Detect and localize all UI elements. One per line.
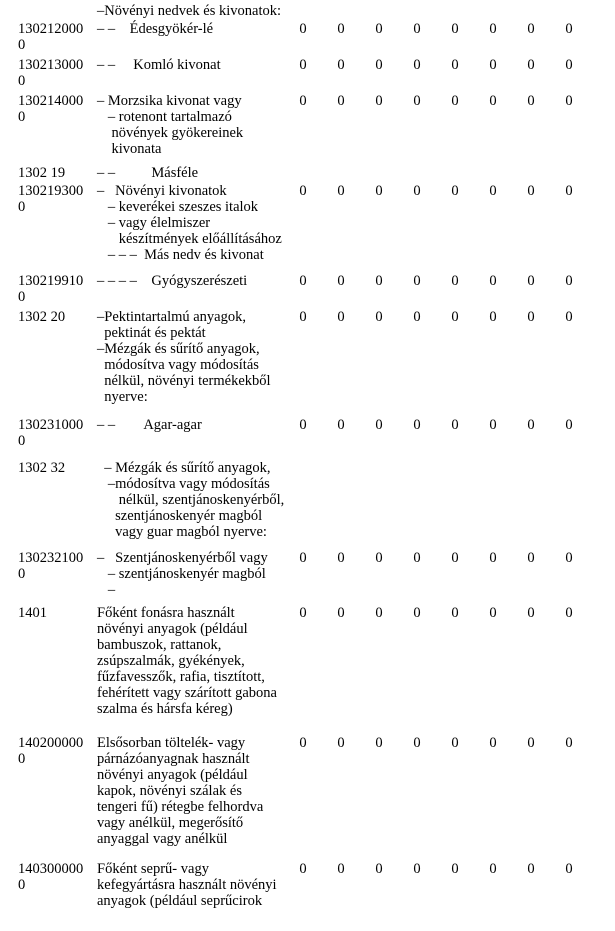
row-description — [97, 57, 302, 73]
code-main: 130219910 — [18, 273, 84, 289]
row-description — [97, 735, 302, 847]
value-cell: 0 — [413, 93, 421, 109]
value-cell: 0 — [299, 57, 307, 73]
row-description — [97, 273, 302, 289]
value-cell: 0 — [527, 605, 535, 621]
value-cell: 0 — [451, 21, 459, 37]
code-suffix: 0 — [18, 751, 26, 767]
value-cell: 0 — [565, 550, 573, 566]
description-line: növényi anyagok (például — [97, 621, 248, 637]
description-line: – vagy élelmiszer — [97, 215, 211, 231]
value-cell: 0 — [489, 417, 497, 433]
value-cell: 0 — [451, 605, 459, 621]
value-cell: 0 — [299, 93, 307, 109]
description-line: Elsősorban töltelék- vagy — [97, 735, 246, 751]
value-cell: 0 — [489, 605, 497, 621]
value-cell: 0 — [337, 605, 345, 621]
row-code — [18, 861, 98, 893]
description-line: szentjánoskenyér magból — [97, 508, 263, 524]
description-line: kefegyártásra használt növényi — [97, 877, 277, 893]
value-cell: 0 — [337, 861, 345, 877]
value-cell: 0 — [337, 273, 345, 289]
value-cell: 0 — [527, 93, 535, 109]
value-cell: 0 — [337, 309, 345, 325]
value-cell: 0 — [375, 861, 383, 877]
value-cell: 0 — [375, 273, 383, 289]
description-line: – – – – Gyógyszerészeti — [97, 273, 248, 289]
value-cell: 0 — [413, 605, 421, 621]
value-cell: 0 — [299, 417, 307, 433]
description-line: Főként seprű- vagy — [97, 861, 209, 877]
description-line: – – Komló kivonat — [97, 57, 221, 73]
row-description — [97, 861, 302, 909]
value-cell: 0 — [527, 273, 535, 289]
value-cell: 0 — [337, 550, 345, 566]
value-cell: 0 — [451, 309, 459, 325]
code-suffix: 0 — [18, 37, 26, 53]
code-main: 1401 — [18, 605, 47, 621]
code-suffix: 0 — [18, 289, 26, 305]
description-line: zsúpszalmák, gyékények, — [97, 653, 245, 669]
value-cell: 0 — [565, 93, 573, 109]
description-line: fűzfavesszők, rafia, tisztított, — [97, 669, 265, 685]
value-cell: 0 — [413, 183, 421, 199]
description-line: – Szentjánoskenyérből vagy — [97, 550, 268, 566]
value-cell: 0 — [375, 605, 383, 621]
code-main: 1302 20 — [18, 309, 66, 325]
description-line: párnázóanyagnak használt — [97, 751, 250, 767]
value-cell: 0 — [299, 605, 307, 621]
value-cell: 0 — [489, 21, 497, 37]
value-cell: 0 — [413, 735, 421, 751]
description-line: vagy guar magból nyerve: — [97, 524, 267, 540]
code-suffix: 0 — [18, 566, 26, 582]
value-cell: 0 — [489, 93, 497, 109]
description-line: készítmények előállításához — [97, 231, 282, 247]
code-main: 140200000 — [18, 735, 84, 751]
value-cell: 0 — [451, 735, 459, 751]
value-cell: 0 — [489, 183, 497, 199]
value-cell: 0 — [337, 21, 345, 37]
row-code — [18, 417, 98, 449]
description-line: –Mézgák és sűrítő anyagok, — [97, 341, 260, 357]
value-cell: 0 — [451, 273, 459, 289]
value-cell: 0 — [451, 417, 459, 433]
value-cell: 0 — [299, 861, 307, 877]
value-cell: 0 — [337, 57, 345, 73]
value-cell: 0 — [413, 417, 421, 433]
value-cell: 0 — [299, 735, 307, 751]
description-line: – – – Más nedv és kivonat — [97, 247, 264, 263]
row-description — [97, 309, 302, 405]
value-cell: 0 — [489, 550, 497, 566]
value-cell: 0 — [527, 417, 535, 433]
value-cell: 0 — [451, 57, 459, 73]
description-line: – Morzsika kivonat vagy — [97, 93, 242, 109]
row-description — [97, 460, 302, 540]
value-cell: 0 — [375, 21, 383, 37]
value-cell: 0 — [451, 183, 459, 199]
code-main: 130219300 — [18, 183, 84, 199]
value-cell: 0 — [565, 861, 573, 877]
value-cell: 0 — [527, 309, 535, 325]
row-code — [18, 57, 98, 89]
code-main: 130214000 — [18, 93, 84, 109]
description-line: nélkül, szentjánoskenyérből, — [97, 492, 285, 508]
code-suffix: 0 — [18, 877, 26, 893]
value-cell: 0 — [565, 57, 573, 73]
row-code — [18, 309, 98, 325]
description-line: – keverékei szeszes italok — [97, 199, 259, 215]
row-code — [18, 735, 98, 767]
row-description — [97, 417, 302, 433]
description-line: nélkül, növényi termékekből — [97, 373, 271, 389]
value-cell: 0 — [375, 93, 383, 109]
code-main: 130212000 — [18, 21, 84, 37]
description-line: pektinát és pektát — [97, 325, 206, 341]
value-cell: 0 — [527, 21, 535, 37]
description-line: módosítva vagy módosítás — [97, 357, 259, 373]
code-suffix: 0 — [18, 73, 26, 89]
description-line: tengeri fű) rétegbe felhordva — [97, 799, 264, 815]
row-description — [97, 550, 302, 598]
row-code — [18, 93, 98, 125]
value-cell: 0 — [413, 550, 421, 566]
value-cell: 0 — [299, 183, 307, 199]
value-cell: 0 — [375, 417, 383, 433]
value-cell: 0 — [565, 417, 573, 433]
description-line: – – Másféle — [97, 165, 199, 181]
value-cell: 0 — [299, 21, 307, 37]
description-line: – Mézgák és sűrítő anyagok, — [97, 460, 271, 476]
row-code — [18, 273, 98, 305]
row-code — [18, 165, 98, 181]
description-line: –Pektintartalmú anyagok, — [97, 309, 246, 325]
description-line: kapok, növényi szálak és — [97, 783, 242, 799]
value-cell: 0 — [565, 273, 573, 289]
value-cell: 0 — [299, 550, 307, 566]
value-cell: 0 — [565, 183, 573, 199]
value-cell: 0 — [375, 183, 383, 199]
description-line: növények gyökereinek — [97, 125, 244, 141]
code-main: 1302 32 — [18, 460, 66, 476]
value-cell: 0 — [489, 735, 497, 751]
row-description — [97, 21, 302, 37]
value-cell: 0 — [413, 861, 421, 877]
row-description — [97, 165, 302, 181]
row-description — [97, 183, 302, 263]
code-main: 1302 19 — [18, 165, 66, 181]
code-suffix: 0 — [18, 199, 26, 215]
row-code — [18, 460, 98, 476]
code-main: 140300000 — [18, 861, 84, 877]
value-cell: 0 — [375, 57, 383, 73]
description-line: kivonata — [97, 141, 162, 157]
code-main: 130232100 — [18, 550, 84, 566]
description-line: –Növényi nedvek és kivonatok: — [97, 3, 282, 19]
value-cell: 0 — [565, 21, 573, 37]
code-suffix: 0 — [18, 109, 26, 125]
description-line: szalma és hársfa kéreg) — [97, 701, 233, 717]
description-line: vagy anélkül, megerősítő — [97, 815, 244, 831]
value-cell: 0 — [527, 183, 535, 199]
value-cell: 0 — [489, 273, 497, 289]
value-cell: 0 — [565, 309, 573, 325]
description-line: – Növényi kivonatok — [97, 183, 227, 199]
value-cell: 0 — [527, 57, 535, 73]
value-cell: 0 — [337, 417, 345, 433]
code-suffix: 0 — [18, 433, 26, 449]
value-cell: 0 — [299, 309, 307, 325]
value-cell: 0 — [337, 93, 345, 109]
description-line: – szentjánoskenyér magból — [97, 566, 266, 582]
value-cell: 0 — [413, 21, 421, 37]
value-cell: 0 — [413, 273, 421, 289]
description-line: nyerve: — [97, 389, 148, 405]
description-line: – – Édesgyökér-lé — [97, 21, 214, 37]
code-main: 130213000 — [18, 57, 84, 73]
value-cell: 0 — [451, 861, 459, 877]
value-cell: 0 — [527, 735, 535, 751]
row-code — [18, 21, 98, 53]
description-line: növényi anyagok (például — [97, 767, 248, 783]
value-cell: 0 — [527, 550, 535, 566]
value-cell: 0 — [299, 273, 307, 289]
value-cell: 0 — [565, 735, 573, 751]
row-description — [97, 605, 302, 717]
description-line: Főként fonásra használt — [97, 605, 235, 621]
row-description — [97, 93, 302, 157]
value-cell: 0 — [489, 57, 497, 73]
description-line: – rotenont tartalmazó — [97, 109, 232, 125]
row-code — [18, 550, 98, 582]
description-line: – — [97, 582, 116, 598]
description-line: – – Agar-agar — [97, 417, 202, 433]
code-main: 130231000 — [18, 417, 84, 433]
value-cell: 0 — [375, 735, 383, 751]
description-line: anyaggal vagy anélkül — [97, 831, 228, 847]
value-cell: 0 — [451, 550, 459, 566]
row-description — [97, 3, 302, 19]
value-cell: 0 — [337, 183, 345, 199]
row-code — [18, 183, 98, 215]
value-cell: 0 — [489, 309, 497, 325]
row-code — [18, 605, 98, 621]
value-cell: 0 — [565, 605, 573, 621]
value-cell: 0 — [375, 550, 383, 566]
value-cell: 0 — [451, 93, 459, 109]
value-cell: 0 — [527, 861, 535, 877]
description-line: anyagok (például seprűcirok — [97, 893, 263, 909]
value-cell: 0 — [413, 309, 421, 325]
description-line: bambuszok, rattanok, — [97, 637, 222, 653]
description-line: –módosítva vagy módosítás — [97, 476, 270, 492]
value-cell: 0 — [337, 735, 345, 751]
description-line: fehérített vagy szárított gabona — [97, 685, 277, 701]
value-cell: 0 — [375, 309, 383, 325]
value-cell: 0 — [413, 57, 421, 73]
value-cell: 0 — [489, 861, 497, 877]
